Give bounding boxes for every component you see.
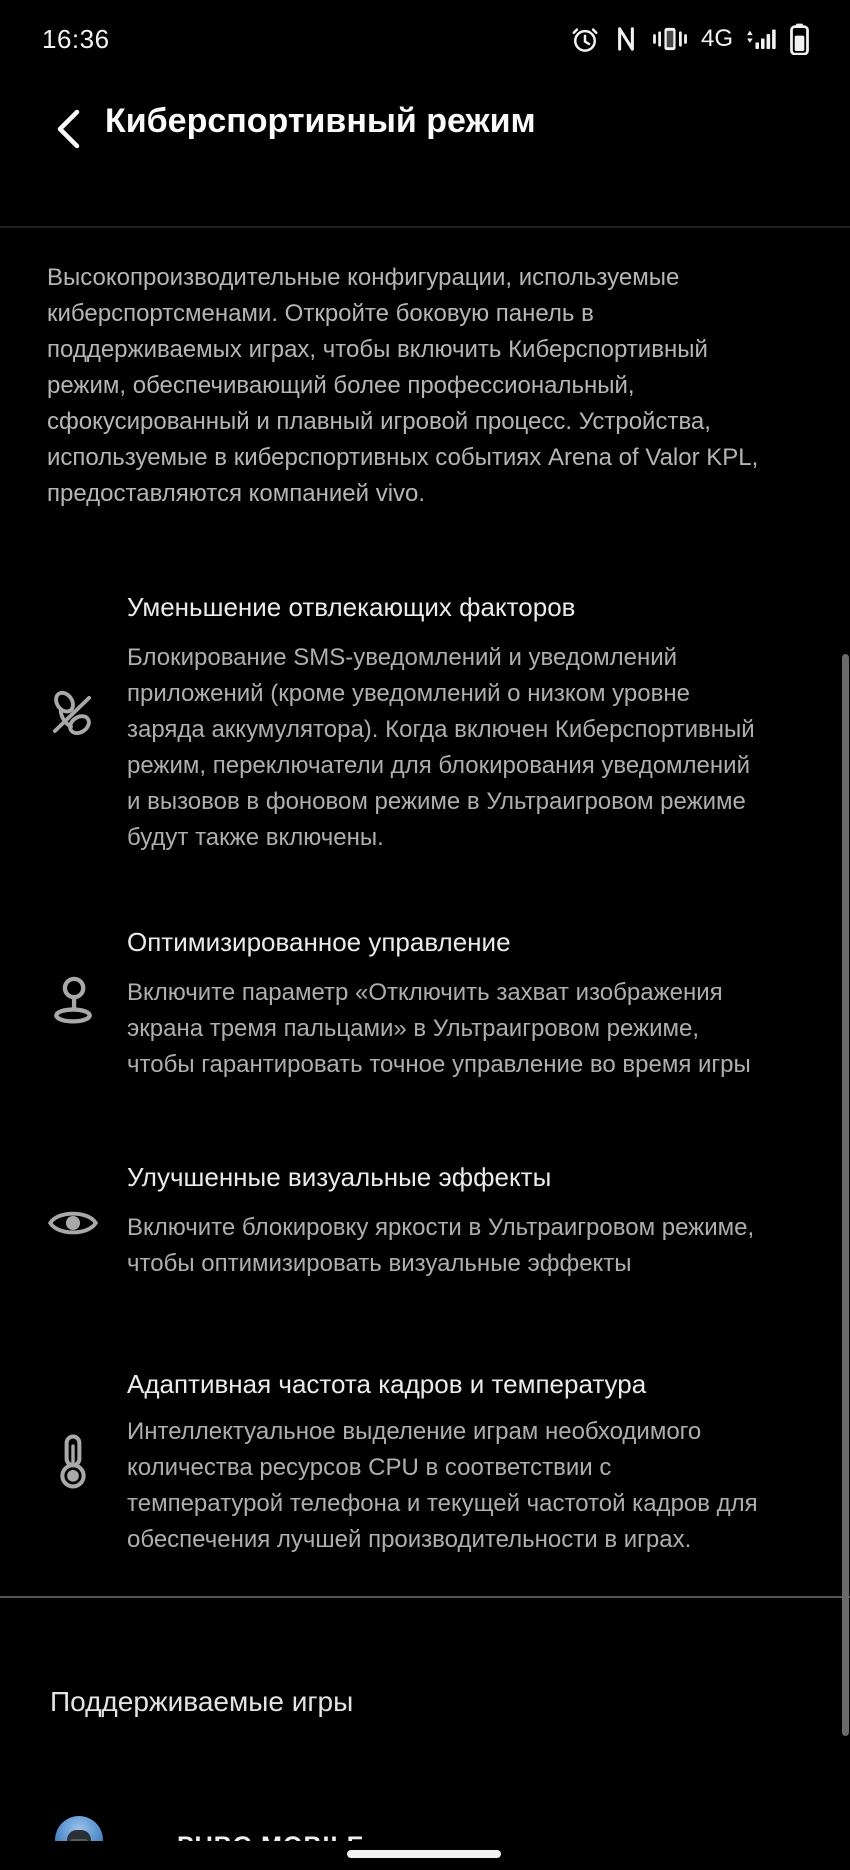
mode-description: Высокопроизводительные конфигурации, используемые киберспортсменами. Откройте боковую панель в поддерживаемых играх, чтобы включить Киберспортивный режим, обеспечивающий более профессиональный, сфокусированный и плавный игровой процесс. Устройства, используемые в киберспортивных событиях Arena of Valor KPL, предоставляются компанией vivo. [47, 264, 759, 507]
home-indicator[interactable] [347, 1850, 501, 1858]
battery-icon [789, 23, 810, 55]
scrollbar-thumb[interactable] [842, 654, 849, 1736]
section-title-framerate: Адаптивная частота кадров и температура [127, 1369, 647, 1399]
section-body-control: Включите параметр «Отключить захват изображения экрана тремя пальцами» в Ультраигровом режиме, чтобы гарантировать точное управление во время игры [127, 979, 751, 1078]
section-body-framerate: Интеллектуальное выделение играм необходимого количества ресурсов CPU в соответствии с температурой телефона и текущей частотой кадров для обеспечения лучшей производительности в играх. [127, 1418, 758, 1553]
network-type-label: 4G [700, 25, 733, 52]
header-divider [0, 226, 850, 228]
thermometer-icon [56, 1433, 90, 1496]
section-title-distraction: Уменьшение отвлекающих факторов [127, 592, 576, 622]
section-divider [0, 1596, 850, 1598]
nfc-icon [613, 25, 639, 53]
alarm-icon [570, 24, 600, 54]
section-body-visual: Включите блокировку яркости в Ультраигровом режиме, чтобы оптимизировать визуальные эффекты [127, 1214, 755, 1277]
status-icons [570, 22, 810, 56]
section-title-visual: Улучшенные визуальные эффекты [127, 1162, 552, 1192]
back-button[interactable] [48, 106, 88, 154]
call-blocked-icon [46, 684, 98, 751]
signal-icon [746, 26, 776, 52]
supported-games-heading: Поддерживаемые игры [50, 1686, 354, 1717]
eye-icon [47, 1203, 99, 1248]
status-bar [0, 14, 850, 62]
vibrate-icon [652, 25, 688, 53]
page-title: Киберспортивный режим [105, 102, 536, 140]
section-title-control: Оптимизированное управление [127, 927, 511, 957]
header [0, 96, 850, 166]
clock-text: 16:36 [42, 24, 110, 54]
section-body-distraction: Блокирование SMS-уведомлений и уведомлений приложений (кроме уведомлений о низком уровне заряда аккумулятора). Когда включен Киберспортивный режим, переключатели для блокирования уведомлений и вызовов в фоновом режиме в Ультраигровом режиме будут также включены. [127, 644, 755, 851]
joystick-icon [46, 974, 100, 1035]
